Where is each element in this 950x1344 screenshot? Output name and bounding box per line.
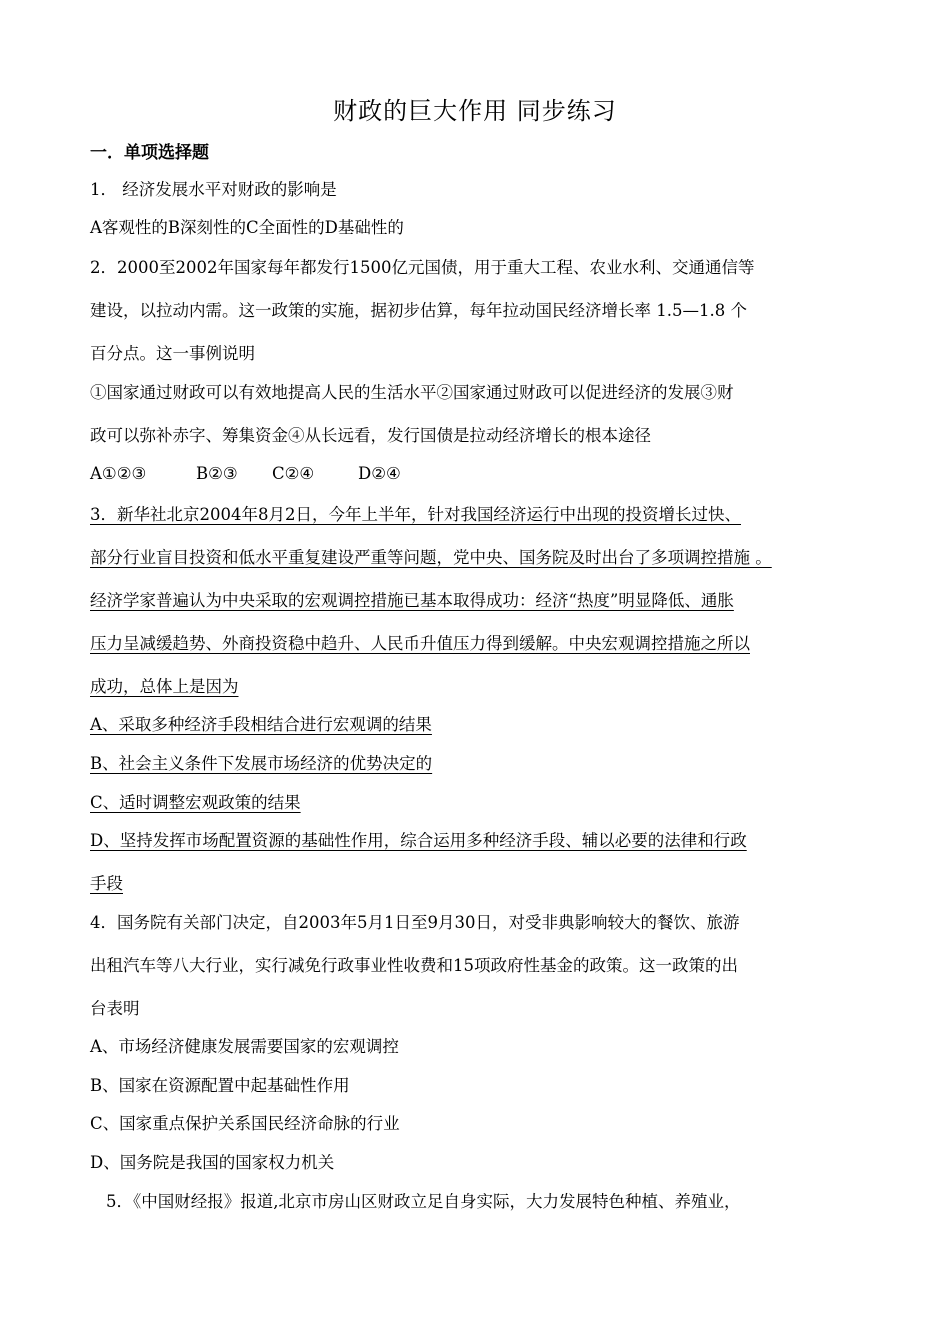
question-2-line-2: 建设，以拉动内需。这一政策的实施，据初步估算，每年拉动国民经济增长率 1.5—1.8 个 <box>90 301 747 320</box>
question-3-line-4: 压力呈减缓趋势、外商投资稳中趋升、人民币升值压力得到缓解。中央宏观调控措施之所以 <box>90 634 750 653</box>
section-heading: 一．单项选择题 <box>90 143 209 163</box>
question-1-options: A客观性的B深刻性的C全面性的D基础性的 <box>90 218 404 237</box>
question-2-statement-1: ①国家通过财政可以有效地提高人民的生活水平②国家通过财政可以促进经济的发展③财 <box>90 383 734 402</box>
question-4-line-2: 出租汽车等八大行业，实行减免行政事业性收费和15项政府性基金的政策。这一政策的出 <box>90 956 738 975</box>
question-4-line-1: 4．国务院有关部门决定，自2003年5月1日至9月30日，对受非典影响较大的餐饮、旅游 <box>90 913 740 932</box>
question-3-option-b: B、社会主义条件下发展市场经济的优势决定的 <box>90 754 433 773</box>
option-d: D②④ <box>358 464 401 483</box>
question-1-stem: 1． 经济发展水平对财政的影响是 <box>90 180 337 199</box>
question-3-line-3: 经济学家普遍认为中央采取的宏观调控措施已基本取得成功：经济“热度”明显降低、通胀 <box>90 591 734 610</box>
question-2-statement-2: 政可以弥补赤字、筹集资金④从长远看，发行国债是拉动经济增长的根本途径 <box>90 426 651 445</box>
question-3-option-a: A、采取多种经济手段相结合进行宏观调的结果 <box>90 715 432 734</box>
option-a: A①②③ <box>90 464 147 483</box>
question-2-line-3: 百分点。这一事例说明 <box>90 344 255 363</box>
question-4-line-3: 台表明 <box>90 999 140 1018</box>
question-3-line-2: 部分行业盲目投资和低水平重复建设严重等问题，党中央、国务院及时出台了多项调控措施 。 <box>90 548 772 567</box>
page-title: 财政的巨大作用 同步练习 <box>333 97 617 125</box>
question-4-option-c: C、国家重点保护关系国民经济命脉的行业 <box>90 1114 400 1133</box>
question-4-option-b: B、国家在资源配置中起基础性作用 <box>90 1076 350 1095</box>
question-2-line-1: 2．2000至2002年国家每年都发行1500亿元国债，用于重大工程、农业水利、交通通信等 <box>90 258 755 277</box>
question-3-line-5: 成功，总体上是因为 <box>90 677 239 696</box>
question-5-line-1: 5．《中国财经报》报道,北京市房山区财政立足自身实际，大力发展特色种植、养殖业， <box>106 1192 741 1211</box>
question-3-line-1: 3．新华社北京2004年8月2日，今年上半年，针对我国经济运行中出现的投资增长过快、 <box>90 505 741 524</box>
question-2-options <box>90 461 401 487</box>
question-4-option-a: A、市场经济健康发展需要国家的宏观调控 <box>90 1037 399 1056</box>
question-4-option-d: D、国务院是我国的国家权力机关 <box>90 1153 335 1172</box>
question-3-option-c: C、适时调整宏观政策的结果 <box>90 793 301 812</box>
question-3-option-d-line-1: D、坚持发挥市场配置资源的基础性作用，综合运用多种经济手段、辅以必要的法律和行政 <box>90 831 747 850</box>
option-c: C②④ <box>272 464 315 483</box>
option-b: B②③ <box>196 464 238 483</box>
question-3-option-d-line-2: 手段 <box>90 874 123 893</box>
